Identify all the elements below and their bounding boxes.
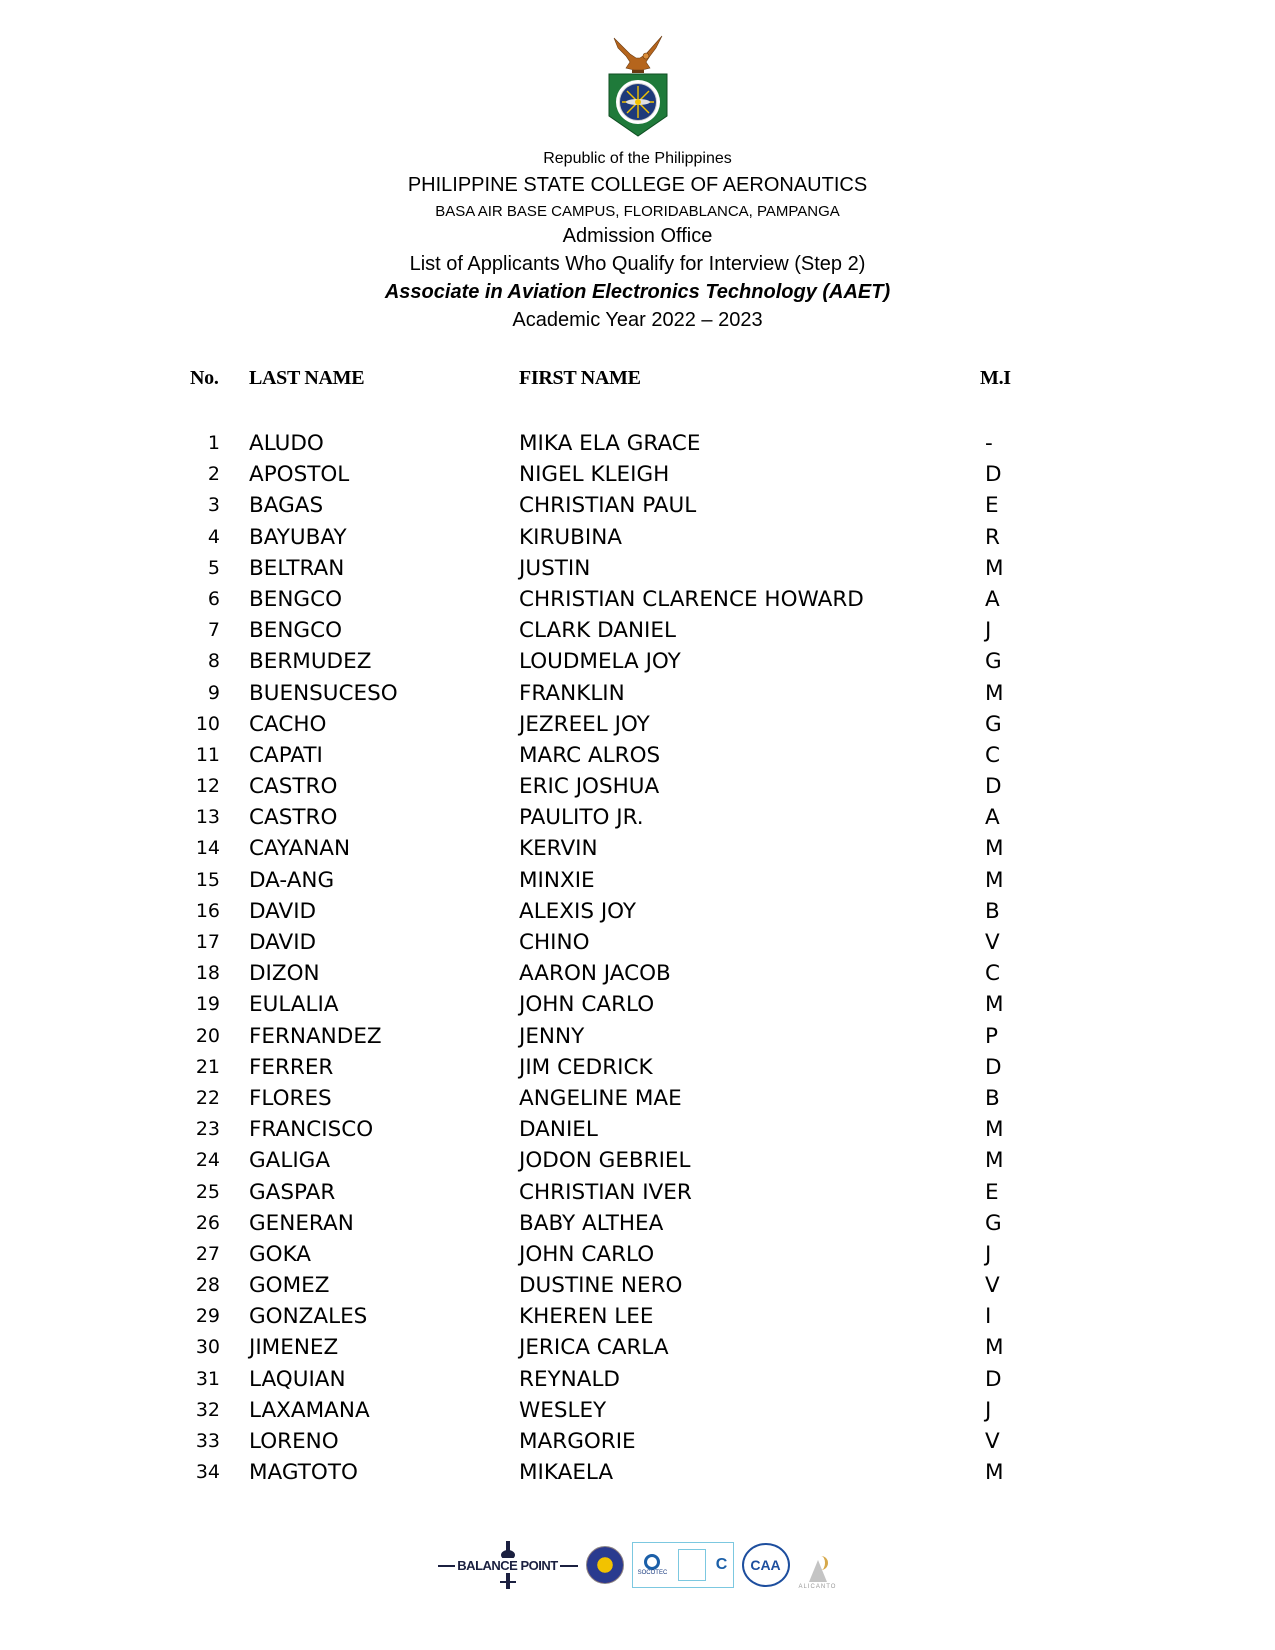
middle-initial-cell: A: [985, 586, 1000, 612]
middle-initial-cell: M: [985, 1148, 1004, 1174]
table-row: [0, 1332, 1275, 1363]
first-name-cell: JUSTIN: [519, 555, 591, 581]
first-name-cell: MINXIE: [519, 867, 595, 893]
header-campus: BASA AIR BASE CAMPUS, FLORIDABLANCA, PAMPANGA: [435, 203, 840, 220]
last-name-cell: LORENO: [249, 1429, 339, 1454]
table-row: [0, 490, 1275, 521]
last-name-cell: DAVID: [249, 930, 317, 955]
row-number: 4: [207, 525, 220, 548]
last-name-cell: GONZALES: [249, 1304, 368, 1330]
last-name-cell: LAQUIAN: [249, 1366, 346, 1392]
row-number: 19: [195, 993, 220, 1016]
middle-initial-cell: I: [985, 1304, 992, 1330]
row-number: 16: [195, 899, 220, 922]
table-row: [0, 1426, 1275, 1457]
last-name-cell: BAGAS: [249, 493, 324, 519]
row-number: 32: [195, 1398, 220, 1421]
row-number: 27: [195, 1242, 220, 1265]
middle-initial-cell: B: [985, 1085, 1000, 1111]
row-number: 30: [195, 1336, 220, 1359]
table-row: [0, 1145, 1275, 1176]
first-name-cell: FRANKLIN: [519, 680, 625, 706]
table-row: [0, 522, 1275, 553]
table-row: [0, 615, 1275, 646]
row-number: 2: [207, 463, 220, 486]
footer-logos: [0, 1530, 1275, 1600]
row-number: 26: [195, 1211, 220, 1234]
last-name-cell: GASPAR: [249, 1179, 336, 1205]
table-row: [0, 709, 1275, 740]
middle-initial-cell: M: [985, 1460, 1004, 1486]
first-name-cell: MARGORIE: [519, 1429, 636, 1454]
table-row: [0, 865, 1275, 896]
row-number: 18: [195, 962, 220, 985]
first-name-cell: DANIEL: [519, 1117, 598, 1143]
first-name-cell: PAULITO JR.: [519, 805, 644, 831]
academic-year: Academic Year 2022 – 2023: [512, 309, 763, 331]
middle-initial-cell: -: [985, 431, 993, 456]
first-name-cell: WESLEY: [519, 1397, 607, 1423]
middle-initial-cell: D: [985, 462, 1002, 488]
last-name-cell: MAGTOTO: [249, 1460, 358, 1486]
last-name-cell: BAYUBAY: [249, 524, 347, 550]
first-name-cell: REYNALD: [519, 1366, 620, 1392]
first-name-cell: MIKA ELA GRACE: [519, 431, 701, 456]
row-number: 22: [195, 1086, 220, 1109]
program-name: Associate in Aviation Electronics Technology (AAET): [384, 281, 891, 303]
row-number: 23: [195, 1118, 220, 1141]
middle-initial-cell: M: [985, 1335, 1004, 1361]
middle-initial-cell: P: [985, 1023, 998, 1049]
last-name-cell: APOSTOL: [249, 462, 350, 488]
row-number: 1: [207, 432, 220, 454]
middle-initial-cell: D: [985, 1366, 1002, 1392]
middle-initial-cell: J: [985, 618, 992, 644]
middle-initial-cell: D: [985, 774, 1002, 800]
header-office: Admission Office: [562, 225, 713, 247]
middle-initial-cell: C: [985, 961, 1001, 987]
balance-point-logo: BALANCE POINT: [438, 1535, 578, 1595]
last-name-cell: LAXAMANA: [249, 1397, 370, 1423]
last-name-cell: BENGCO: [249, 618, 343, 644]
last-name-cell: BERMUDEZ: [249, 649, 372, 675]
table-row: [0, 740, 1275, 771]
row-number: 28: [195, 1274, 220, 1297]
table-row: [0, 1270, 1275, 1301]
middle-initial-cell: R: [985, 524, 1000, 550]
table-row: [0, 1301, 1275, 1332]
row-number: 10: [195, 712, 220, 735]
last-name-cell: CASTRO: [249, 774, 338, 800]
middle-initial-cell: M: [985, 992, 1004, 1018]
table-row: [0, 1457, 1275, 1488]
row-number: 31: [195, 1367, 220, 1390]
first-name-cell: CLARK DANIEL: [519, 618, 676, 644]
row-number: 14: [195, 837, 220, 860]
row-number: 20: [195, 1024, 220, 1047]
first-name-cell: BABY ALTHEA: [519, 1210, 664, 1236]
last-name-cell: CACHO: [249, 711, 327, 737]
last-name-cell: DIZON: [249, 961, 320, 987]
middle-initial-cell: E: [985, 1179, 999, 1205]
applicant-list: [0, 428, 1275, 1488]
header-college-name: PHILIPPINE STATE COLLEGE OF AERONAUTICS: [407, 174, 868, 196]
first-name-cell: CHRISTIAN CLARENCE HOWARD: [519, 586, 864, 612]
table-row: [0, 678, 1275, 709]
table-row: [0, 1364, 1275, 1395]
first-name-cell: JEZREEL JOY: [519, 711, 650, 737]
table-row: [0, 771, 1275, 802]
middle-initial-cell: J: [985, 1397, 992, 1423]
caa-logo: CAA: [742, 1543, 790, 1587]
column-header-last-name: LAST NAME: [249, 367, 365, 389]
table-row: [0, 1021, 1275, 1052]
middle-initial-cell: B: [985, 898, 1000, 924]
table-row: [0, 646, 1275, 677]
last-name-cell: GENERAN: [249, 1210, 354, 1236]
table-row: [0, 802, 1275, 833]
row-number: 33: [195, 1430, 220, 1452]
row-number: 29: [195, 1305, 220, 1328]
middle-initial-cell: G: [985, 649, 1002, 675]
document-title: List of Applicants Who Qualify for Interview (Step 2): [409, 253, 866, 275]
first-name-cell: LOUDMELA JOY: [519, 649, 681, 675]
last-name-cell: DAVID: [249, 898, 317, 924]
middle-initial-cell: G: [985, 1210, 1002, 1236]
row-number: 3: [207, 494, 220, 517]
last-name-cell: EULALIA: [249, 992, 339, 1018]
table-row: [0, 896, 1275, 927]
middle-initial-cell: M: [985, 1117, 1004, 1143]
column-header-first-name: FIRST NAME: [519, 367, 641, 389]
first-name-cell: JOHN CARLO: [519, 992, 655, 1018]
first-name-cell: JERICA CARLA: [519, 1335, 669, 1361]
last-name-cell: ALUDO: [249, 431, 324, 456]
last-name-cell: GOMEZ: [249, 1273, 330, 1299]
column-header-no: No.: [190, 367, 219, 389]
middle-initial-cell: V: [985, 1273, 1000, 1299]
table-row: [0, 428, 1275, 459]
middle-initial-cell: V: [985, 930, 1000, 955]
table-row: [0, 958, 1275, 989]
first-name-cell: JENNY: [519, 1023, 585, 1049]
last-name-cell: BELTRAN: [249, 555, 345, 581]
last-name-cell: GALIGA: [249, 1148, 331, 1174]
table-row: [0, 927, 1275, 958]
table-row: [0, 989, 1275, 1020]
first-name-cell: ALEXIS JOY: [519, 898, 637, 924]
table-row: [0, 1114, 1275, 1145]
middle-initial-cell: J: [985, 1241, 992, 1267]
alicanto-logo: ALICANTO: [798, 1540, 838, 1590]
header-republic: Republic of the Philippines: [543, 150, 732, 167]
row-number: 7: [207, 619, 220, 642]
table-row: [0, 1052, 1275, 1083]
socotec-iso-certification-logo: SOCOTEC C: [632, 1542, 734, 1588]
row-number: 5: [207, 556, 220, 579]
first-name-cell: ANGELINE MAE: [519, 1085, 682, 1111]
row-number: 25: [195, 1180, 220, 1203]
row-number: 9: [207, 681, 220, 704]
first-name-cell: KERVIN: [519, 836, 598, 862]
row-number: 11: [195, 743, 220, 766]
last-name-cell: CAPATI: [249, 742, 323, 768]
first-name-cell: JIM CEDRICK: [519, 1054, 653, 1080]
table-row: [0, 1083, 1275, 1114]
college-crest-icon: [606, 34, 670, 138]
last-name-cell: CASTRO: [249, 805, 338, 831]
row-number: 21: [195, 1055, 220, 1078]
first-name-cell: CHRISTIAN PAUL: [519, 493, 697, 519]
last-name-cell: GOKA: [249, 1241, 312, 1267]
table-row: [0, 1239, 1275, 1270]
middle-initial-cell: V: [985, 1429, 1000, 1454]
table-row: [0, 1395, 1275, 1426]
table-row: [0, 1177, 1275, 1208]
first-name-cell: NIGEL KLEIGH: [519, 462, 670, 488]
last-name-cell: BUENSUCESO: [249, 680, 398, 706]
first-name-cell: CHINO: [519, 930, 590, 955]
column-header-middle-initial: M.I: [980, 367, 1011, 389]
last-name-cell: DA-ANG: [249, 867, 335, 893]
table-row: [0, 459, 1275, 490]
first-name-cell: ERIC JOSHUA: [519, 774, 660, 800]
row-number: 6: [207, 587, 220, 610]
middle-initial-cell: A: [985, 805, 1000, 831]
first-name-cell: CHRISTIAN IVER: [519, 1179, 692, 1205]
last-name-cell: FRANCISCO: [249, 1117, 374, 1143]
middle-initial-cell: G: [985, 711, 1002, 737]
first-name-cell: JOHN CARLO: [519, 1241, 655, 1267]
row-number: 17: [195, 931, 220, 953]
middle-initial-cell: M: [985, 680, 1004, 706]
philippine-seal-logo: [586, 1546, 624, 1584]
row-number: 12: [195, 775, 220, 798]
last-name-cell: FERNANDEZ: [249, 1023, 382, 1049]
middle-initial-cell: D: [985, 1054, 1002, 1080]
last-name-cell: BENGCO: [249, 586, 343, 612]
middle-initial-cell: E: [985, 493, 999, 519]
table-row: [0, 584, 1275, 615]
middle-initial-cell: M: [985, 555, 1004, 581]
first-name-cell: AARON JACOB: [519, 961, 671, 987]
first-name-cell: DUSTINE NERO: [519, 1273, 683, 1299]
first-name-cell: KHEREN LEE: [519, 1304, 654, 1330]
middle-initial-cell: M: [985, 836, 1004, 862]
table-row: [0, 553, 1275, 584]
middle-initial-cell: C: [985, 742, 1001, 768]
middle-initial-cell: M: [985, 867, 1004, 893]
last-name-cell: FERRER: [249, 1054, 334, 1080]
first-name-cell: MIKAELA: [519, 1460, 614, 1486]
table-row: [0, 1208, 1275, 1239]
first-name-cell: MARC ALROS: [519, 742, 661, 768]
first-name-cell: KIRUBINA: [519, 524, 622, 550]
row-number: 15: [195, 868, 220, 891]
row-number: 24: [195, 1149, 220, 1172]
first-name-cell: JODON GEBRIEL: [519, 1148, 691, 1174]
row-number: 34: [195, 1461, 220, 1484]
row-number: 8: [207, 650, 220, 673]
last-name-cell: CAYANAN: [249, 836, 351, 862]
row-number: 13: [195, 806, 220, 829]
table-row: [0, 833, 1275, 864]
last-name-cell: FLORES: [249, 1085, 332, 1111]
last-name-cell: JIMENEZ: [249, 1335, 339, 1361]
